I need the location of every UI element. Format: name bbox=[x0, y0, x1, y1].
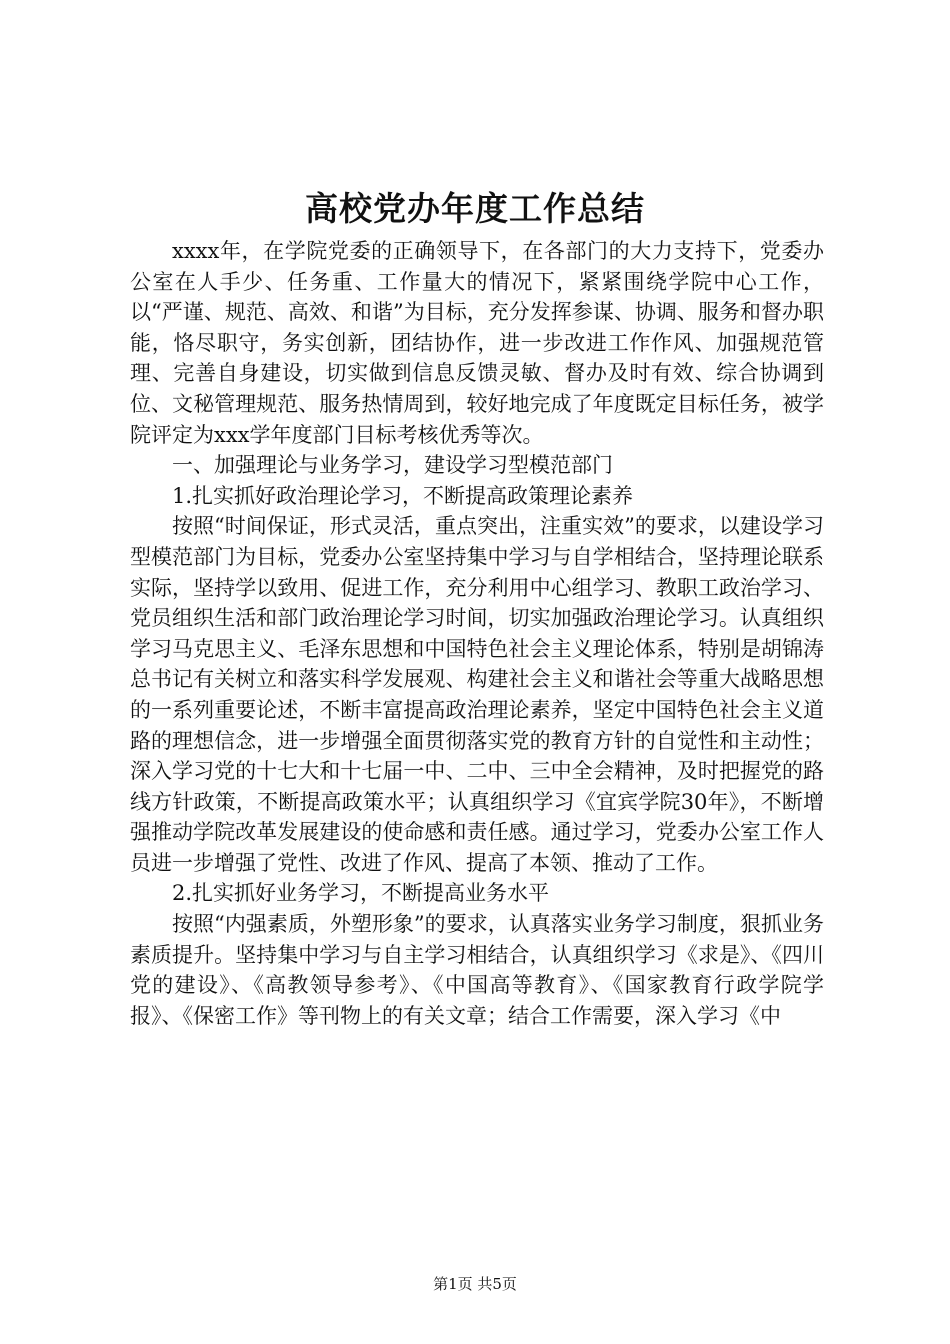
paragraph-business-study: 按照“内强素质，外塑形象”的要求，认真落实业务学习制度，狠抓业务素质提升。坚持集中学习与自主学习相结合，认真组织学习《求是》、《四川党的建设》、《高教领导参考》、《中国高等教育》、《国家教育行政学院学报》、《保密工作》等刊物上的有关文章；结合工作需要，深入学习《中 bbox=[130, 912, 824, 1028]
document-body bbox=[130, 236, 824, 1031]
section-heading-1: 一、加强理论与业务学习，建设学习型模范部门 bbox=[172, 453, 613, 478]
paragraph-intro: xxxx年，在学院党委的正确领导下，在各部门的大力支持下，党委办公室在人手少、任务重、工作量大的情况下，紧紧围绕学院中心工作，以“严谨、规范、高效、和谐”为目标，充分发挥参谋、协调、服务和督办职能，恪尽职守，务实创新，团结协作，进一步改进工作作风、加强规范管理、完善自身建设，切实做到信息反馈灵敏、督办及时有效、综合协调到位、文秘管理规范、服务热情周到，较好地完成了年度既定目标任务，被学院评定为xxx学年度部门目标考核优秀等次。 bbox=[130, 239, 824, 447]
page-footer bbox=[0, 1274, 950, 1294]
subsection-heading-2: 2.扎实抓好业务学习，不断提高业务水平 bbox=[172, 881, 550, 906]
paragraph-political-study: 按照“时间保证，形式灵活，重点突出，注重实效”的要求，以建设学习型模范部门为目标，党委办公室坚持集中学习与自学相结合，坚持理论联系实际，坚持学以致用、促进工作，充分利用中心组学习、教职工政治学习、党员组织生活和部门政治理论学习时间，切实加强政治理论学习。认真组织学习马克思主义、毛泽东思想和中国特色社会主义理论体系，特别是胡锦涛总书记有关树立和落实科学发展观、构建社会主义和谐社会等重大战略思想的一系列重要论述，不断丰富提高政治理论素养，坚定中国特色社会主义道路的理想信念，进一步增强全面贯彻落实党的教育方针的自觉性和主动性；深入学习党的十七大和十七届一中、二中、三中全会精神，及时把握党的路线方针政策，不断提高政策水平；认真组织学习《宜宾学院30年》，不断增强推动学院改革发展建设的使命感和责任感。通过学习，党委办公室工作人员进一步增强了党性、改进了作风、提高了本领、推动了工作。 bbox=[130, 514, 824, 875]
subsection-heading-1: 1.扎实抓好政治理论学习，不断提高政策理论素养 bbox=[172, 483, 634, 508]
page-title: 高校党办年度工作总结 bbox=[305, 189, 645, 228]
page-indicator: 第1页 共5页 bbox=[433, 1275, 517, 1293]
